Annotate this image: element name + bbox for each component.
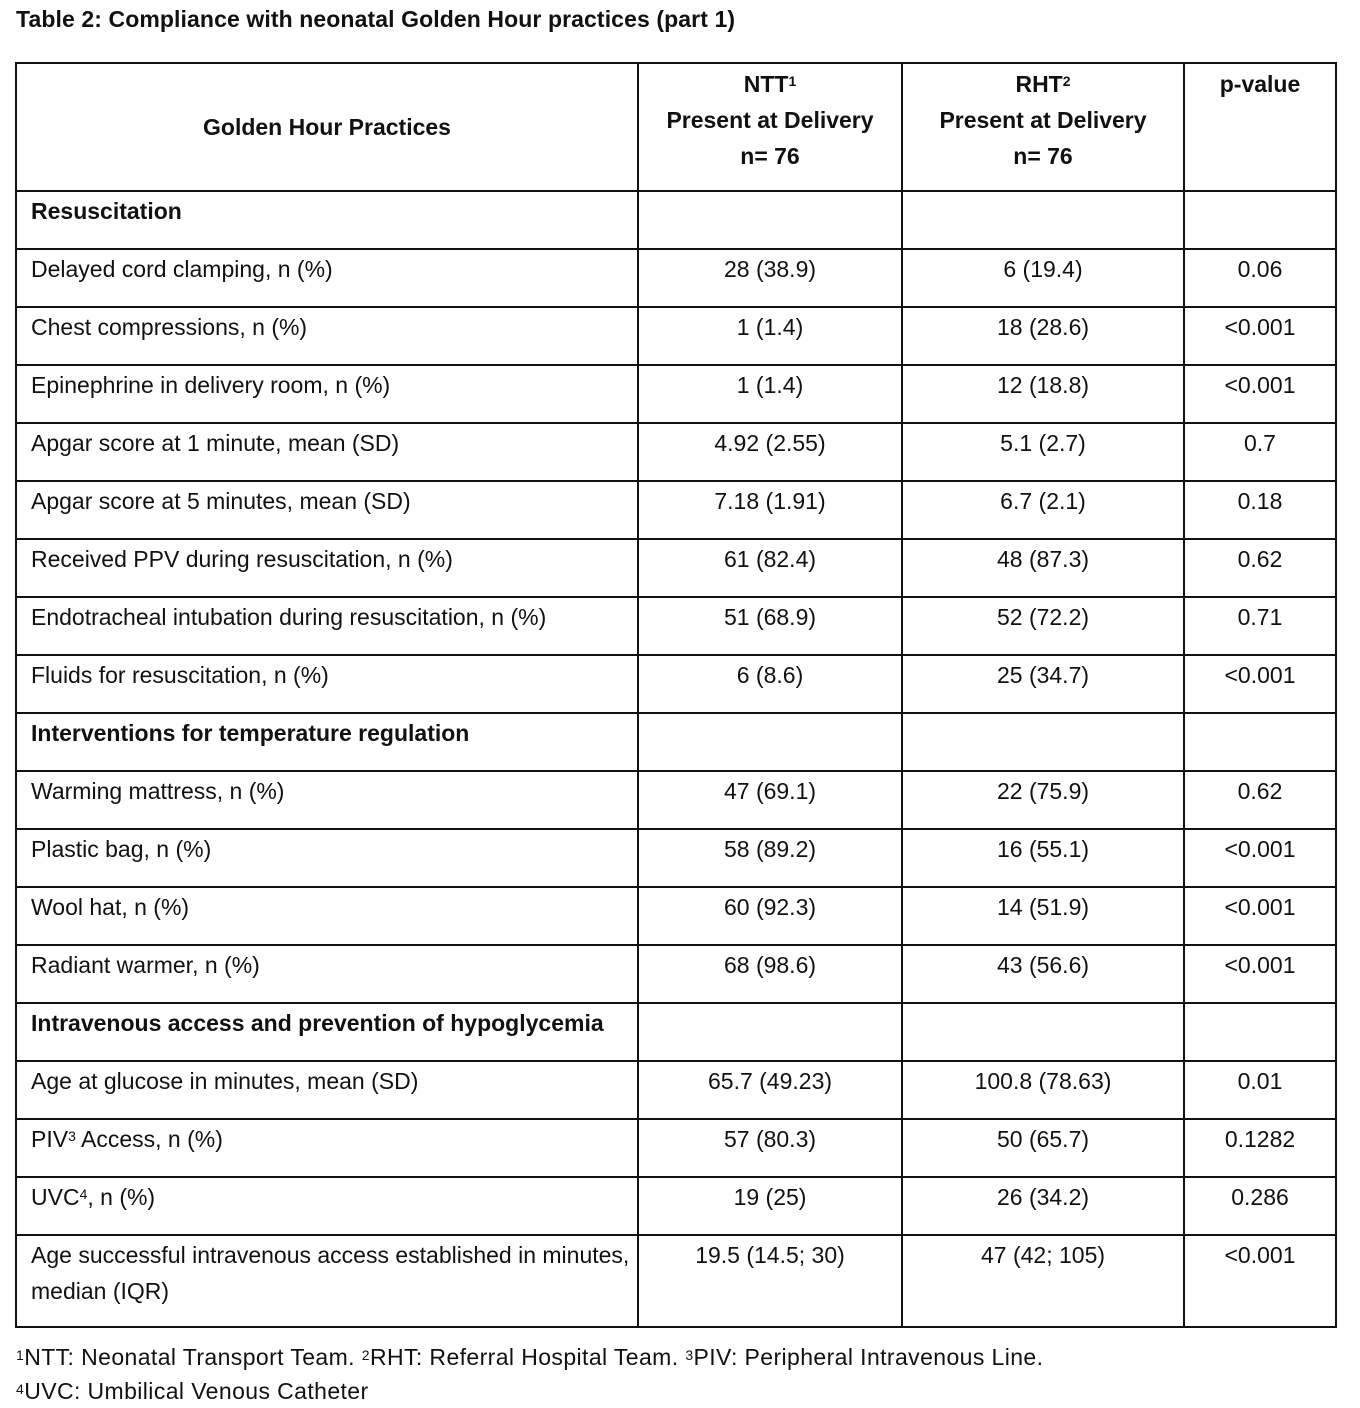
row-label: Apgar score at 5 minutes, mean (SD): [31, 488, 411, 514]
header-rht-line2: Present at Delivery: [939, 107, 1147, 133]
row-label: Radiant warmer, n (%): [31, 952, 260, 978]
rht-value: 48 (87.3): [996, 546, 1090, 572]
p-value: 0.62: [1237, 546, 1283, 572]
footnote-sup: 1: [16, 1347, 25, 1363]
table-row: [16, 1119, 1336, 1177]
ntt-value: 4.92 (2.55): [714, 430, 826, 456]
ntt-value: 28 (38.9): [723, 256, 817, 282]
header-ntt: [638, 63, 902, 191]
row-label: Apgar score at 1 minute, mean (SD): [31, 430, 400, 456]
row-label-abbr: UVC: [31, 1184, 80, 1210]
table-row: [16, 771, 1336, 829]
footnote-line-1: [16, 1340, 1043, 1374]
ntt-value: 51 (68.9): [723, 604, 817, 630]
ntt-value: 1 (1.4): [736, 314, 804, 340]
ntt-value: 58 (89.2): [723, 836, 817, 862]
section-row-iv-access: [16, 1003, 1336, 1061]
rht-value: 16 (55.1): [996, 836, 1090, 862]
table-row: [16, 1235, 1336, 1327]
row-label-sup: 3: [68, 1128, 76, 1144]
row-label: Epinephrine in delivery room, n (%): [31, 372, 391, 398]
footnote-rht: RHT: Referral Hospital Team.: [369, 1344, 679, 1370]
table-row: [16, 945, 1336, 1003]
rht-value: [903, 1004, 1183, 1005]
row-label-rest: Access, n (%): [75, 1126, 223, 1152]
table-row: [16, 1061, 1336, 1119]
rht-value: 6 (19.4): [1003, 256, 1083, 282]
row-label: Plastic bag, n (%): [31, 836, 212, 862]
rht-value: 6.7 (2.1): [1000, 488, 1086, 514]
header-practices: [16, 63, 638, 191]
table-row: [16, 655, 1336, 713]
ntt-value: 19 (25): [733, 1184, 807, 1210]
footnote-sup: 2: [361, 1347, 370, 1363]
row-label-abbr: PIV: [31, 1126, 69, 1152]
ntt-value: 7.18 (1.91): [714, 488, 826, 514]
footnote-sup: 4: [16, 1381, 25, 1397]
row-label: Age successful intravenous access established in minutes, median (IQR): [31, 1242, 630, 1304]
ntt-value: 19.5 (14.5; 30): [695, 1242, 845, 1268]
header-ntt-line2: Present at Delivery: [666, 107, 874, 133]
p-value: 0.7: [1244, 430, 1276, 456]
rht-value: 22 (75.9): [996, 778, 1090, 804]
row-label: Endotracheal intubation during resuscitation, n (%): [31, 604, 547, 630]
header-rht-abbr: RHT: [1015, 71, 1063, 97]
header-rht: [902, 63, 1184, 191]
rht-value: 25 (34.7): [996, 662, 1090, 688]
p-value: 0.18: [1237, 488, 1283, 514]
p-value: 0.62: [1237, 778, 1283, 804]
table-header-row: [16, 63, 1336, 191]
rht-value: 26 (34.2): [996, 1184, 1090, 1210]
rht-value: [903, 714, 1183, 715]
row-label: Intravenous access and prevention of hypoglycemia: [31, 1010, 604, 1036]
row-label: Chest compressions, n (%): [31, 314, 308, 340]
p-value: <0.001: [1224, 952, 1296, 978]
header-p-value: [1184, 63, 1336, 191]
header-practices-label: Golden Hour Practices: [203, 114, 451, 140]
ntt-value: [639, 714, 901, 715]
footnote-piv: PIV: Peripheral Intravenous Line.: [693, 1344, 1044, 1370]
p-value: 0.1282: [1224, 1126, 1296, 1152]
footnote-line-2: [16, 1374, 1043, 1408]
rht-value: 50 (65.7): [996, 1126, 1090, 1152]
footnotes: [16, 1340, 1043, 1408]
p-value: <0.001: [1224, 372, 1296, 398]
p-value: <0.001: [1224, 314, 1296, 340]
row-label: [17, 1178, 637, 1215]
row-label: Fluids for resuscitation, n (%): [31, 662, 329, 688]
row-label: Age at glucose in minutes, mean (SD): [31, 1068, 419, 1094]
table-row: [16, 829, 1336, 887]
row-label: Resuscitation: [31, 198, 182, 224]
header-ntt-abbr: NTT: [743, 71, 789, 97]
table-row: [16, 423, 1336, 481]
table-row: [16, 481, 1336, 539]
row-label: Wool hat, n (%): [31, 894, 190, 920]
p-value: [1185, 192, 1335, 193]
ntt-value: 60 (92.3): [723, 894, 817, 920]
p-value: <0.001: [1224, 894, 1296, 920]
section-row-resuscitation: [16, 191, 1336, 249]
p-value: [1185, 1004, 1335, 1005]
header-p-value-label: p-value: [1219, 71, 1301, 97]
table-row: [16, 249, 1336, 307]
p-value: [1185, 714, 1335, 715]
ntt-value: 6 (8.6): [736, 662, 804, 688]
table-row: [16, 539, 1336, 597]
rht-value: 12 (18.8): [996, 372, 1090, 398]
table-row: [16, 887, 1336, 945]
header-rht-n: n= 76: [1013, 143, 1073, 169]
p-value: <0.001: [1224, 662, 1296, 688]
row-label-rest: , n (%): [87, 1184, 156, 1210]
p-value: 0.286: [1231, 1184, 1289, 1210]
rht-value: 5.1 (2.7): [1000, 430, 1086, 456]
p-value: 0.06: [1237, 256, 1283, 282]
header-ntt-sup: 1: [788, 73, 797, 89]
row-label: Received PPV during resuscitation, n (%): [31, 546, 453, 572]
footnote-sup: 3: [685, 1347, 694, 1363]
rht-value: 52 (72.2): [996, 604, 1090, 630]
ntt-value: 61 (82.4): [723, 546, 817, 572]
row-label: Delayed cord clamping, n (%): [31, 256, 333, 282]
p-value: <0.001: [1224, 836, 1296, 862]
ntt-value: 65.7 (49.23): [707, 1068, 833, 1094]
row-label: Interventions for temperature regulation: [31, 720, 470, 746]
ntt-value: 57 (80.3): [723, 1126, 817, 1152]
table-row: [16, 597, 1336, 655]
row-label: [17, 1120, 637, 1157]
p-value: <0.001: [1224, 1242, 1296, 1268]
compliance-table: [15, 62, 1337, 1328]
row-label-sup: 4: [79, 1186, 88, 1202]
ntt-value: [639, 1004, 901, 1005]
ntt-value: [639, 192, 901, 193]
rht-value: 18 (28.6): [996, 314, 1090, 340]
ntt-value: 1 (1.4): [736, 372, 804, 398]
ntt-value: 68 (98.6): [723, 952, 817, 978]
rht-value: 14 (51.9): [996, 894, 1090, 920]
rht-value: [903, 192, 1183, 193]
rht-value: 47 (42; 105): [980, 1242, 1106, 1268]
footnote-uvc: UVC: Umbilical Venous Catheter: [24, 1378, 369, 1404]
row-label: Warming mattress, n (%): [31, 778, 285, 804]
header-rht-sup: 2: [1062, 73, 1071, 89]
rht-value: 100.8 (78.63): [974, 1068, 1112, 1094]
ntt-value: 47 (69.1): [723, 778, 817, 804]
header-ntt-n: n= 76: [740, 143, 800, 169]
footnote-ntt: NTT: Neonatal Transport Team.: [24, 1344, 355, 1370]
table-row: [16, 307, 1336, 365]
table-row: [16, 365, 1336, 423]
p-value: 0.71: [1237, 604, 1283, 630]
section-row-temperature: [16, 713, 1336, 771]
table-row: [16, 1177, 1336, 1235]
table-title: Table 2: Compliance with neonatal Golden Hour practices (part 1): [16, 6, 736, 32]
p-value: 0.01: [1237, 1068, 1283, 1094]
rht-value: 43 (56.6): [996, 952, 1090, 978]
